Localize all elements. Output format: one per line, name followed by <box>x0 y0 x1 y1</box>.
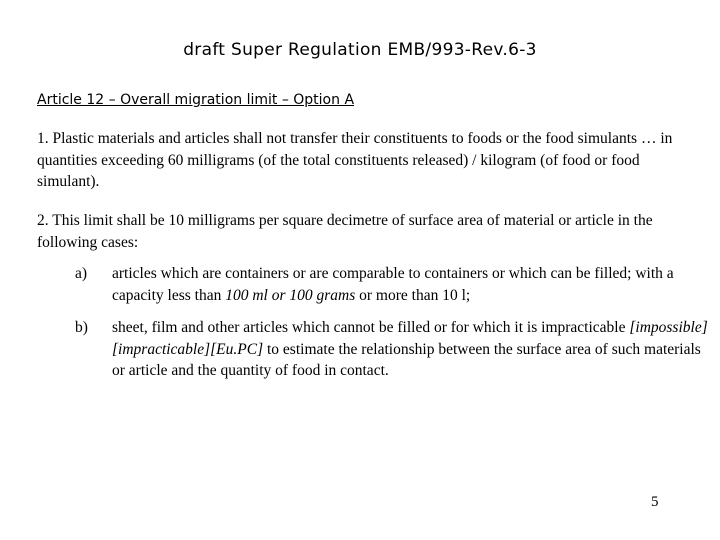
article-heading: Article 12 – Overall migration limit – Option A <box>37 92 355 108</box>
list-item-text-italic: 100 ml or 100 grams <box>225 286 356 304</box>
slide-title: draft Super Regulation EMB/993-Rev.6-3 <box>183 40 537 60</box>
list-item-text-italic: [impossible][impracticable][Eu.PC] <box>112 319 708 358</box>
list-item-text-end: or more than 10 l; <box>355 286 471 304</box>
list-item-text <box>112 317 712 382</box>
paragraph-2: 2. This limit shall be 10 milligrams per square decimetre of surface area of material or article in the following cases: <box>37 212 653 251</box>
list-item-label: a) <box>75 265 88 282</box>
list-item-text-start: sheet, film and other articles which cannot be filled or for which it is impracticable <box>112 319 630 336</box>
list-item-label: b) <box>75 319 88 336</box>
list-item-text <box>112 263 712 306</box>
list-item-text-start: articles which are containers or are comparable to containers or which can be filled; with a capacity less than <box>112 265 674 304</box>
page-number: 5 <box>651 494 659 510</box>
paragraph-1: 1. Plastic materials and articles shall not transfer their constituents to foods or the food simulants … in quantities exceeding 60 milligrams (of the total constituents released) / kilogram (of food or food simulant). <box>37 130 673 190</box>
list-item-text-end: to estimate the relationship between the surface area of such materials or article and the quantity of food in contact. <box>112 340 701 379</box>
